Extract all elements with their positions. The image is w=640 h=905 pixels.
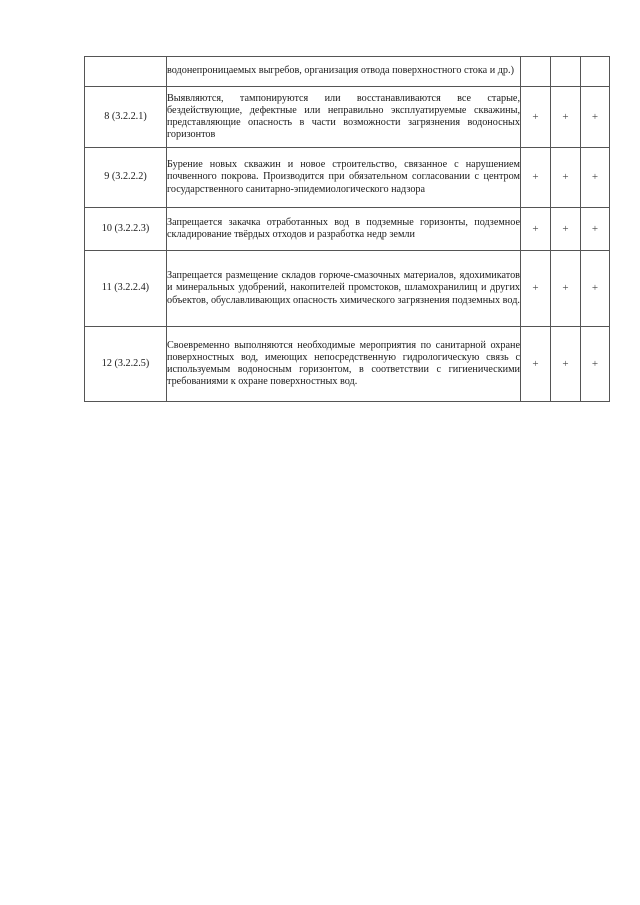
table-row: [85, 87, 610, 148]
mark-cell: +: [581, 148, 610, 208]
mark-cell: [551, 57, 581, 87]
mark-cell: +: [581, 327, 610, 402]
mark-cell: +: [551, 251, 581, 327]
mark-cell: +: [521, 208, 551, 251]
measure-text-cell: Запрещается закачка отработанных вод в подземные горизонты, подземное складирование твёрдых отходов и разработка недр земли: [167, 208, 521, 251]
mark-cell: +: [551, 148, 581, 208]
table-row: [85, 251, 610, 327]
mark-cell: +: [581, 87, 610, 148]
measure-text-cell: Запрещается размещение складов горюче-смазочных материалов, ядохимикатов и минеральных удобрений, накопителей промстоков, шламохранилищ и других объектов, обуславливающих опасность химического загрязнения подземных вод.: [167, 251, 521, 327]
table-row: [85, 57, 610, 87]
row-number-cell: 10 (3.2.2.3): [85, 208, 167, 251]
row-number-cell: 8 (3.2.2.1): [85, 87, 167, 148]
mark-cell: [581, 57, 610, 87]
mark-cell: +: [521, 327, 551, 402]
measure-text-cell: Своевременно выполняются необходимые мероприятия по санитарной охране поверхностных вод, имеющих непосредственную гидрологическую связь с используемым водоносным горизонтом, в соответствии с гигиеническими требованиями к охране поверхностных вод.: [167, 327, 521, 402]
mark-cell: +: [581, 251, 610, 327]
mark-cell: +: [551, 208, 581, 251]
row-number-cell: 11 (3.2.2.4): [85, 251, 167, 327]
mark-cell: +: [581, 208, 610, 251]
measure-text-cell: водонепроницаемых выгребов, организация отвода поверхностного стока и др.): [167, 57, 521, 87]
row-number-cell: 12 (3.2.2.5): [85, 327, 167, 402]
mark-cell: +: [521, 251, 551, 327]
measure-text-cell: Бурение новых скважин и новое строительство, связанное с нарушением почвенного покрова. Производится при обязательном согласовании с центром государственного санитарно-эпидемиологического надзора: [167, 148, 521, 208]
row-number-cell: 9 (3.2.2.2): [85, 148, 167, 208]
table-row: [85, 208, 610, 251]
table-row: [85, 148, 610, 208]
mark-cell: +: [551, 87, 581, 148]
sanitary-measures-table: [84, 56, 610, 402]
table-row: [85, 327, 610, 402]
mark-cell: +: [521, 87, 551, 148]
mark-cell: [521, 57, 551, 87]
row-number-cell: [85, 57, 167, 87]
mark-cell: +: [551, 327, 581, 402]
mark-cell: +: [521, 148, 551, 208]
measure-text-cell: Выявляются, тампонируются или восстанавливаются все старые, бездействующие, дефектные или неправильно эксплуатируемые скважины, представляющие опасность в части возможности загрязнения водоносных горизонтов: [167, 87, 521, 148]
